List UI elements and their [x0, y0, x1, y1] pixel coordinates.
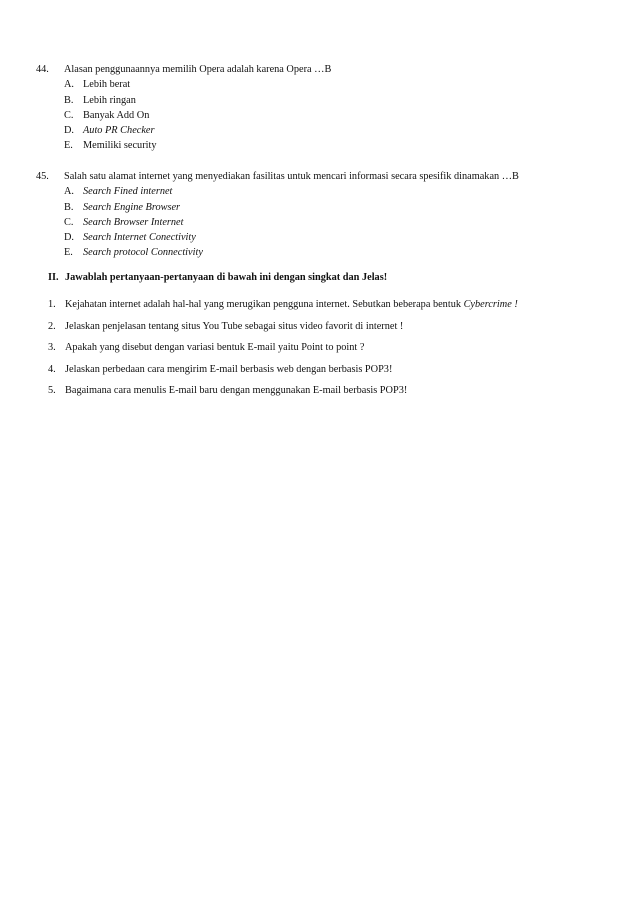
option-letter: B.: [64, 201, 74, 213]
option-text: Search Fined internet: [83, 186, 173, 198]
question-45: [36, 169, 616, 261]
option-letter: A.: [64, 186, 75, 198]
option-text: Memiliki security: [83, 140, 157, 152]
essay-item: [48, 340, 618, 362]
option-text: Banyak Add On: [83, 109, 150, 121]
essay-item: [48, 319, 618, 341]
option-letter: E.: [64, 247, 73, 259]
option-list: [36, 77, 616, 153]
essay-text-italic: Cybercrime !: [463, 299, 518, 310]
option-letter: D.: [64, 232, 75, 244]
essay-number: 1.: [48, 299, 56, 310]
option-letter: E.: [64, 140, 73, 152]
option-letter: B.: [64, 94, 74, 106]
option-letter: D.: [64, 125, 75, 137]
essay-text: Jelaskan perbedaan cara mengirim E-mail berbasis web dengan berbasis POP3!: [65, 363, 393, 375]
option-text: Search protocol Connectivity: [83, 247, 203, 259]
option-d: [36, 230, 616, 245]
option-a: [36, 77, 616, 92]
essay-item: [48, 297, 618, 319]
section-number: II.: [48, 272, 59, 283]
question-number: 45.: [36, 171, 49, 182]
essay-text: Bagaimana cara menulis E-mail baru dengan menggunakan E-mail berbasis POP3!: [65, 385, 408, 397]
option-c: [36, 108, 616, 123]
option-c: [36, 215, 616, 230]
essay-number: 4.: [48, 363, 56, 375]
option-d: [36, 123, 616, 138]
essay-text: Jelaskan penjelasan tentang situs You Tube sebagai situs video favorit di internet !: [65, 320, 404, 332]
essay-text: Apakah yang disebut dengan variasi bentuk E-mail yaitu Point to point ?: [65, 342, 365, 354]
section-title: Jawablah pertanyaan-pertanyaan di bawah ini dengan singkat dan Jelas!: [65, 272, 388, 283]
essay-list: [48, 297, 618, 405]
option-list: [36, 184, 616, 260]
option-text: Lebih ringan: [83, 94, 136, 106]
option-text: Search Browser Internet: [83, 216, 184, 228]
question-text: Salah satu alamat internet yang menyediakan fasilitas untuk mencari informasi secara spesifik dinamakan …B: [64, 171, 519, 182]
option-letter: C.: [64, 109, 74, 121]
section-heading: [48, 270, 387, 285]
question-44: [36, 62, 616, 154]
essay-item: [48, 383, 618, 405]
question-text: Alasan penggunaannya memilih Opera adalah karena Opera …B: [64, 64, 332, 75]
option-b: [36, 200, 616, 215]
option-b: [36, 93, 616, 108]
question-number: 44.: [36, 64, 49, 75]
option-text: Lebih berat: [83, 79, 131, 91]
option-e: [36, 245, 616, 260]
option-a: [36, 184, 616, 199]
option-e: [36, 138, 616, 153]
option-text: Auto PR Checker: [83, 125, 155, 137]
essay-number: 3.: [48, 342, 56, 354]
option-text: Search Engine Browser: [83, 201, 181, 213]
essay-text-main: Kejahatan internet adalah hal-hal yang merugikan pengguna internet. Sebutkan beberapa bentuk: [65, 299, 464, 310]
essay-text: [65, 297, 518, 319]
option-text: Search Internet Conectivity: [83, 232, 196, 244]
essay-number: 2.: [48, 320, 56, 332]
essay-item: [48, 362, 618, 384]
option-letter: A.: [64, 79, 75, 91]
essay-number: 5.: [48, 385, 56, 397]
option-letter: C.: [64, 216, 74, 228]
